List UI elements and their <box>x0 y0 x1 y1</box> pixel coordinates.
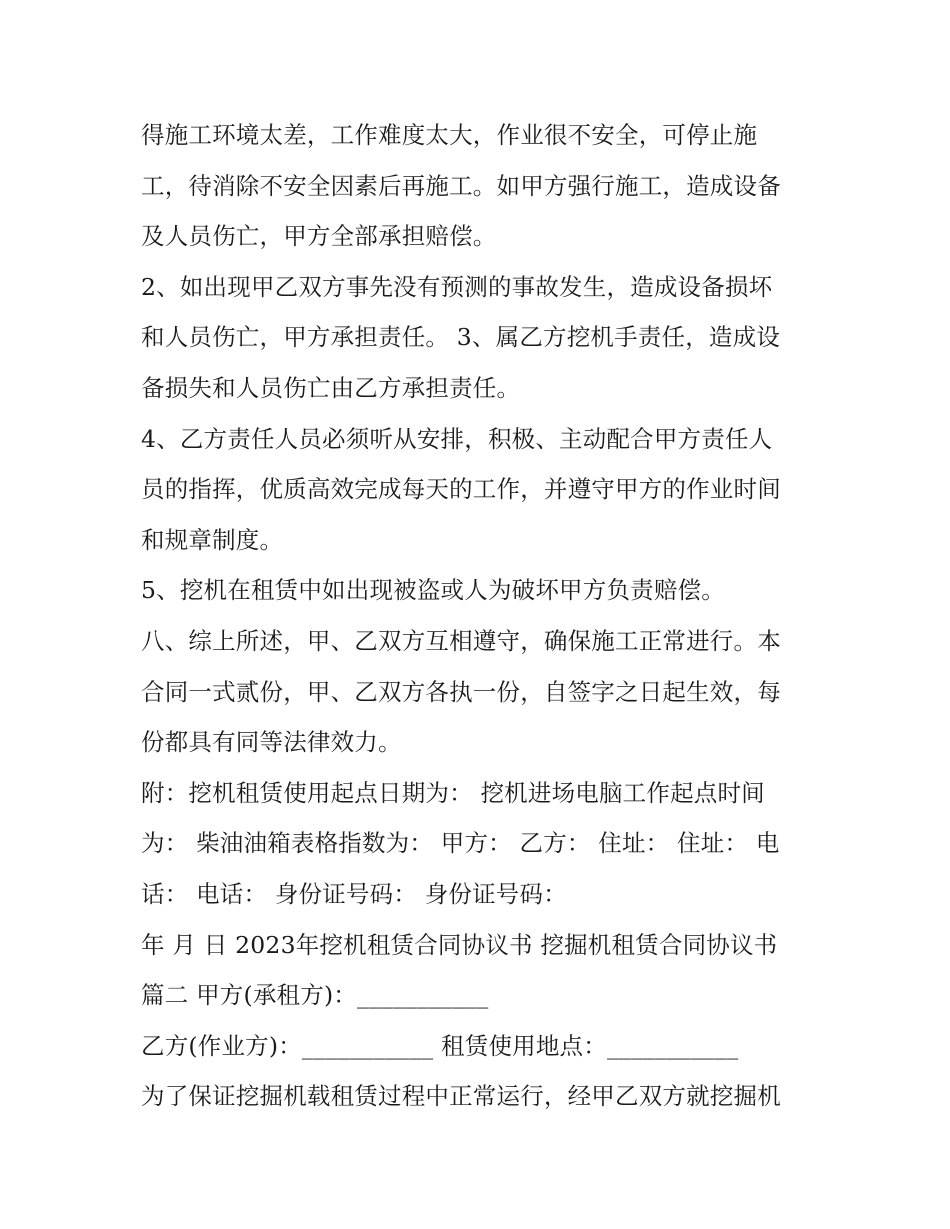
text-line: 得施工环境太差，工作难度太大，作业很不安全，可停止施 <box>141 121 758 149</box>
text-line: 八、综上所述，甲、乙双方互相遵守，确保施工正常进行。本 <box>141 626 781 655</box>
contract-body <box>141 110 821 1122</box>
text-line: 为了保证挖掘机载租赁过程中正常运行，经甲乙双方就挖掘机 <box>141 1082 781 1111</box>
text-line: 合同一式贰份，甲、乙双方各执一份，自签字之日起生效，每 <box>141 677 781 706</box>
text-line: 附：挖机租赁使用起点日期为： 挖机进场电脑工作起点时间 <box>141 778 765 807</box>
text-line: 及人员伤亡，甲方全部承担赔偿。 <box>141 222 497 251</box>
text-line: 篇二 甲方(承租方)：___________ <box>141 981 489 1010</box>
text-line: 5、挖机在租赁中如出现被盗或人为破坏甲方负责赔偿。 <box>141 576 725 605</box>
text-line: 员的指挥，优质高效完成每天的工作，并遵守甲方的作业时间 <box>141 475 781 504</box>
text-line: 话： 电话： 身份证号码： 身份证号码： <box>141 879 567 908</box>
text-line: 乙方(作业方)：___________ 租赁使用地点：___________ <box>141 1031 739 1060</box>
text-line: 年 月 日 2023年挖机租赁合同协议书 挖掘机租赁合同协议书 <box>141 930 778 959</box>
text-line: 2、如出现甲乙双方事先没有预测的事故发生，造成设备损坏 <box>141 272 773 301</box>
text-line: 和规章制度。 <box>141 525 284 554</box>
text-line: 为： 柴油油箱表格指数为： 甲方： 乙方： 住址： 住址： 电 <box>141 829 780 858</box>
text-line: 4、乙方责任人员必须听从安排，积极、主动配合甲方责任人 <box>141 424 773 453</box>
text-line: 备损失和人员伤亡由乙方承担责任。 <box>141 373 521 402</box>
text-line: 和人员伤亡，甲方承担责任。 3、属乙方挖机手责任，造成设 <box>141 323 781 352</box>
text-line: 份都具有同等法律效力。 <box>141 728 402 757</box>
text-line: 工，待消除不安全因素后再施工。如甲方强行施工，造成设备 <box>141 171 781 200</box>
